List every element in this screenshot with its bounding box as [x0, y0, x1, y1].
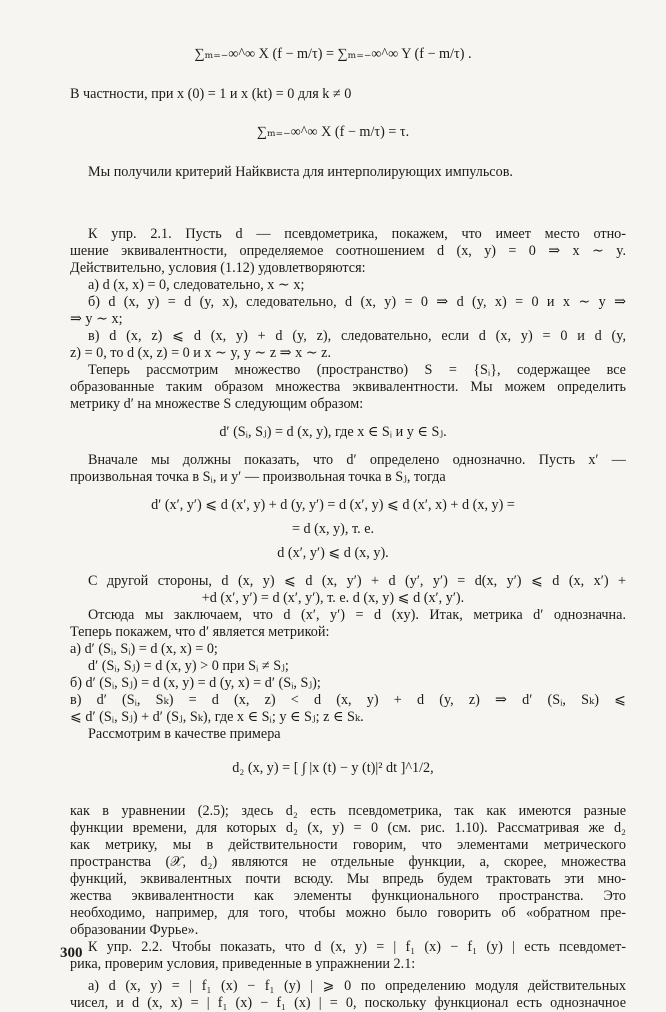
text-line: Мы получили критерий Найквиста для интерполирующих импульсов.	[88, 164, 513, 180]
text-line: К упр. 2.1. Пусть d — псевдометрика, покажем, что имеет место отно-	[88, 226, 626, 242]
text-line: Действительно, условия (1.12) удовлетворяются:	[70, 260, 366, 276]
text-line: d (x′, y′) ⩽ d (x, y).	[277, 545, 389, 561]
text-line: Рассмотрим в качестве примера	[88, 726, 281, 742]
text-line: б) d′ (Sᵢ, Sⱼ) = d (x, y) = d (y, x) = d′ (Sᵢ, Sⱼ);	[70, 675, 321, 691]
text-line: = d (x, y), т. е.	[291, 521, 375, 537]
text-line: чисел, и d (x, x) = | f₁ (x) − f₁ (x) | = 0, поскольку функционал есть однозначное	[70, 995, 626, 1011]
text-line: Теперь рассмотрим множество (пространство) S = {Sᵢ}, содержащее все	[88, 362, 626, 378]
text-line: Вначале мы должны показать, что d′ определено однозначно. Пусть x′ —	[88, 452, 626, 468]
text-line: z) = 0, то d (x, z) = 0 и x ∼ y, y ∼ z ⇒ x ∼ z.	[70, 345, 332, 361]
text-line: как метрику, мы в действительности говорим, что элементами метрического	[70, 837, 626, 853]
text-line: Отсюда мы заключаем, что d (x′, y′) = d (xy). Итак, метрика d′ однозначна.	[88, 607, 626, 623]
text-line: шение эквивалентности, определяемое соотношением d (x, y) = 0 ⇒ x ∼ y.	[70, 243, 626, 259]
text-line: а) d (x, x) = 0, следовательно, x ∼ x;	[88, 277, 305, 293]
text-line: б) d (x, y) = d (y, x), следовательно, d (x, y) = 0 ⇒ d (y, x) = 0 и x ∼ y ⇒	[88, 294, 626, 310]
text-line: d′ (Sᵢ, Sⱼ) = d (x, y) > 0 при Sᵢ ≠ Sⱼ;	[88, 658, 289, 674]
text-line: в) d (x, z) ⩽ d (x, y) + d (y, z), следовательно, если d (x, y) = 0 и d (y,	[88, 328, 626, 344]
text-line: ⩽ d′ (Sᵢ, Sⱼ) + d′ (Sⱼ, Sₖ), где x ∈ Sᵢ; y ∈ Sⱼ; z ∈ Sₖ.	[70, 709, 364, 725]
text-line: необходимо, например, для того, чтобы можно было говорить об «обратном пре-	[70, 905, 626, 921]
text-line: образованные таким образом множества эквивалентности. Мы можем определить	[70, 379, 626, 395]
text-line: С другой стороны, d (x, y) ⩽ d (x, y′) + d (y′, y′) = d(x, y′) ⩽ d (x, x′) +	[88, 573, 626, 589]
text-line: метрику d′ на множестве S следующим образом:	[70, 396, 364, 412]
text-line: d₂ (x, y) = [ ∫ |x (t) − y (t)|² dt ]^1/2,	[232, 760, 434, 776]
text-line: ⇒ y ∼ x;	[70, 311, 123, 327]
text-line: жества эквивалентности как элементы функционального пространства. Это	[70, 888, 626, 904]
text-line: функций, эквивалентных почти всюду. Мы впредь будем трактовать эти мно-	[70, 871, 626, 887]
text-line: образовании Фурье».	[70, 922, 199, 938]
text-line: d′ (Sᵢ, Sⱼ) = d (x, y), где x ∈ Sᵢ и y ∈ Sⱼ.	[219, 424, 447, 440]
text-line: произвольная точка в Sᵢ, и y′ — произвольная точка в Sⱼ, тогда	[70, 469, 446, 485]
text-line: В частности, при x (0) = 1 и x (kt) = 0 для k ≠ 0	[70, 86, 352, 102]
text-line: как в уравнении (2.5); здесь d₂ есть псевдометрика, так как имеются разные	[70, 803, 626, 819]
text-line: а) d′ (Sᵢ, Sᵢ) = d (x, x) = 0;	[70, 641, 218, 657]
text-line: d′ (x′, y′) ⩽ d (x′, y) + d (y, y′) = d (x′, y) ⩽ d (x′, x) + d (x, y) =	[151, 497, 515, 513]
text-line: рика, проверим условия, приведенные в упражнении 2.1:	[70, 956, 416, 972]
text-line: в) d′ (Sᵢ, Sₖ) = d (x, z) < d (x, y) + d (y, z) ⇒ d′ (Sᵢ, Sₖ) ⩽	[70, 692, 626, 708]
text-line: Теперь покажем, что d′ является метрикой:	[70, 624, 330, 640]
text-line: ∑ₘ₌₋∞^∞ X (f − m/τ) = τ.	[256, 124, 410, 140]
text-line: +d (x′, y′) = d (x′, y′), т. е. d (x, y) ⩽ d (x′, y′).	[201, 590, 465, 606]
text-line: К упр. 2.2. Чтобы показать, что d (x, y) = | f₁ (x) − f₁ (y) | есть псевдомет-	[88, 939, 626, 955]
text-line: а) d (x, y) = | f₁ (x) − f₁ (y) | ⩾ 0 по определению модуля действительных	[88, 978, 626, 994]
text-line: функции времени, для которых d₂ (x, y) = 0 (см. рис. 1.10). Рассматривая же d₂	[70, 820, 626, 836]
page-number: 300	[60, 945, 83, 961]
text-line: ∑ₘ₌₋∞^∞ X (f − m/τ) = ∑ₘ₌₋∞^∞ Y (f − m/τ) .	[194, 46, 472, 62]
text-line: пространства (𝒳, d₂) являются не отдельные функции, а, скорее, множества	[70, 854, 626, 870]
